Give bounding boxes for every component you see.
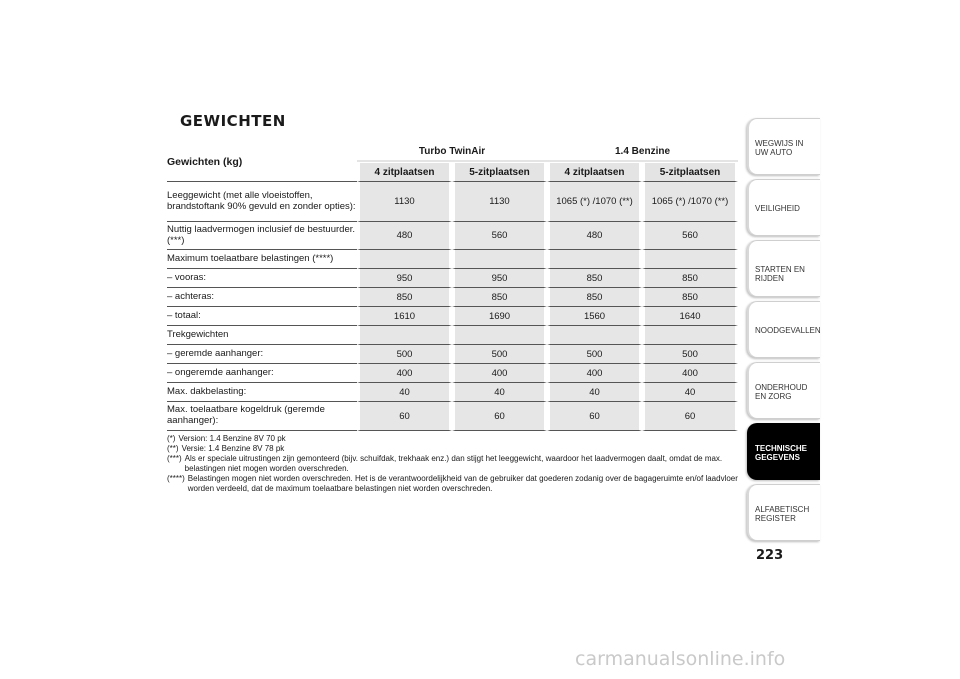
- page-title: GEWICHTEN: [180, 112, 286, 130]
- tab-onderhoud-en-zorg[interactable]: ONDERHOUD EN ZORG: [747, 362, 820, 419]
- cell-value: [452, 325, 547, 344]
- cell-value: 480: [547, 221, 642, 249]
- cell-value: 400: [357, 363, 452, 382]
- cell-value: 1690: [452, 306, 547, 325]
- footnote: [167, 474, 747, 494]
- footnote: [167, 444, 747, 454]
- cell-value: 60: [547, 401, 642, 431]
- tab-wegwijs-in-uw-auto[interactable]: WEGWIJS IN UW AUTO: [747, 118, 820, 175]
- table-corner-label: Gewichten (kg): [167, 156, 243, 168]
- cell-value: 1560: [547, 306, 642, 325]
- footnote-mark: (**): [167, 444, 179, 453]
- cell-value: 950: [452, 268, 547, 287]
- weights-table: [167, 143, 738, 431]
- row-label: – geremde aanhanger:: [167, 344, 357, 363]
- tab-veiligheid[interactable]: VEILIGHEID: [747, 179, 820, 236]
- cell-value: [547, 325, 642, 344]
- cell-value: [452, 249, 547, 268]
- table-row: [167, 401, 738, 431]
- table-row: [167, 363, 738, 382]
- footnote-text: Version: 1.4 Benzine 8V 70 pk: [178, 434, 286, 443]
- cell-value: 850: [452, 287, 547, 306]
- cell-value: 40: [357, 382, 452, 401]
- row-label: – totaal:: [167, 306, 357, 325]
- cell-value: 60: [357, 401, 452, 431]
- cell-value: 500: [452, 344, 547, 363]
- tab-alfabetisch-register[interactable]: ALFABETISCH REGISTER: [747, 484, 820, 541]
- cell-value: 500: [642, 344, 738, 363]
- table-row: [167, 287, 738, 306]
- footnote-mark: (****): [167, 474, 185, 483]
- cell-value: [642, 249, 738, 268]
- cell-value: [357, 249, 452, 268]
- column-header: 4 zitplaatsen: [357, 162, 452, 181]
- cell-value: 850: [642, 287, 738, 306]
- footnote: [167, 454, 747, 474]
- cell-value: [642, 325, 738, 344]
- column-header: 5-zitplaatsen: [642, 162, 738, 181]
- tab-starten-en-rijden[interactable]: STARTEN EN RIJDEN: [747, 240, 820, 297]
- row-label: – vooras:: [167, 268, 357, 287]
- cell-value: 1130: [452, 181, 547, 221]
- table-row: [167, 306, 738, 325]
- group-header-1-4-benzine: 1.4 Benzine: [547, 143, 738, 162]
- table-group-header-row: [167, 143, 738, 162]
- table-row: [167, 325, 738, 344]
- table-row: [167, 268, 738, 287]
- cell-value: 950: [357, 268, 452, 287]
- cell-value: 400: [547, 363, 642, 382]
- cell-value: 60: [452, 401, 547, 431]
- tab-technische-gegevens[interactable]: TECHNISCHE GEGEVENS: [747, 423, 820, 480]
- cell-value: 400: [452, 363, 547, 382]
- cell-value: [357, 325, 452, 344]
- cell-value: [547, 249, 642, 268]
- footnote: [167, 434, 747, 444]
- footnote-text: Versie: 1.4 Benzine 8V 78 pk: [181, 444, 285, 453]
- table-row: [167, 344, 738, 363]
- cell-value: 40: [452, 382, 547, 401]
- cell-value: 400: [642, 363, 738, 382]
- cell-value: 560: [452, 221, 547, 249]
- footnote-text: Belastingen mogen niet worden overschreden. Het is de verantwoordelijkheid van de gebruiker dat goederen zodanig over de bagageruimte en/of laadvloer worden verdeeld, dat de maximum toelaatbare belastingen niet worden overschreden.: [187, 474, 738, 493]
- cell-value: 1610: [357, 306, 452, 325]
- footnote-mark: (*): [167, 434, 176, 443]
- column-header: 4 zitplaatsen: [547, 162, 642, 181]
- table-row: [167, 221, 738, 249]
- column-header: 5-zitplaatsen: [452, 162, 547, 181]
- row-label: Nuttig laadvermogen inclusief de bestuurder.(***): [167, 221, 357, 249]
- footnote-text: Als er speciale uitrustingen zijn gemonteerd (bijv. schuifdak, trekhaak enz.) dan stijgt het leeggewicht, waardoor het laadvermogen daalt, omdat de max. belastingen niet mogen worden overschreden.: [184, 454, 723, 473]
- table-row: [167, 382, 738, 401]
- cell-value: 500: [547, 344, 642, 363]
- row-label: Max. toelaatbare kogeldruk (geremde aanhanger):: [167, 401, 357, 431]
- page-number: 223: [756, 548, 784, 563]
- cell-value: 1065 (*) /1070 (**): [642, 181, 738, 221]
- tab-noodgevallen[interactable]: NOODGEVALLEN: [747, 301, 820, 358]
- cell-value: 1640: [642, 306, 738, 325]
- cell-value: 40: [642, 382, 738, 401]
- row-label: Maximum toelaatbare belastingen (****): [167, 249, 357, 268]
- cell-value: 60: [642, 401, 738, 431]
- table-row: [167, 181, 738, 221]
- section-tabs: [747, 118, 820, 545]
- cell-value: 40: [547, 382, 642, 401]
- row-label: – ongeremde aanhanger:: [167, 363, 357, 382]
- row-label: Max. dakbelasting:: [167, 382, 357, 401]
- row-label: Trekgewichten: [167, 325, 357, 344]
- row-label: – achteras:: [167, 287, 357, 306]
- cell-value: 850: [357, 287, 452, 306]
- group-header-turbo-twinair: Turbo TwinAir: [357, 143, 547, 162]
- cell-value: 850: [547, 287, 642, 306]
- footnote-mark: (***): [167, 454, 182, 463]
- cell-value: 1130: [357, 181, 452, 221]
- cell-value: 500: [357, 344, 452, 363]
- row-label: Leeggewicht (met alle vloeistoffen, brandstoftank 90% gevuld en zonder opties):: [167, 181, 357, 221]
- cell-value: 1065 (*) /1070 (**): [547, 181, 642, 221]
- footnotes: [167, 434, 747, 494]
- table-row: [167, 249, 738, 268]
- watermark-text: carmanualsonline.info: [575, 648, 786, 670]
- cell-value: 850: [547, 268, 642, 287]
- cell-value: 560: [642, 221, 738, 249]
- cell-value: 850: [642, 268, 738, 287]
- cell-value: 480: [357, 221, 452, 249]
